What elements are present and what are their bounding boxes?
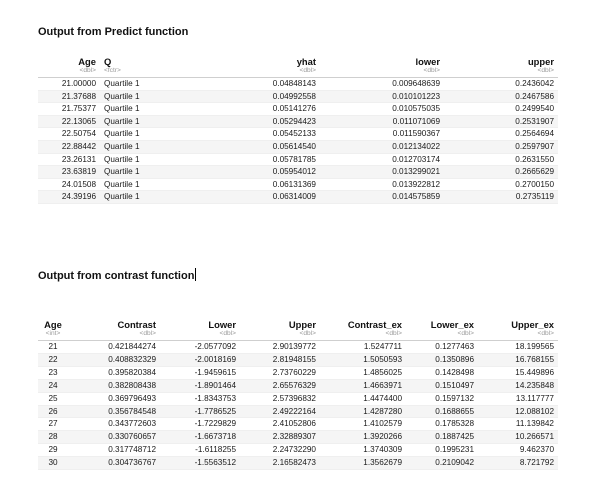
contrast-cell-lower-ex: 0.1277463 <box>406 341 478 354</box>
contrast-cell-upper-ex: 16.768155 <box>478 353 558 366</box>
contrast-col-age: Age <box>44 319 62 330</box>
contrast-cell-age: 24 <box>38 379 68 392</box>
contrast-cell-lower-ex: 0.2109042 <box>406 457 478 470</box>
predict-cell-yhat: 0.06131369 <box>190 178 320 191</box>
contrast-cell-contrast: 0.304736767 <box>68 457 160 470</box>
contrast-cell-lower: -2.0018169 <box>160 353 240 366</box>
contrast-table-row <box>38 379 558 392</box>
contrast-type-contrast-ex: <dbl> <box>320 330 406 341</box>
contrast-cell-contrast-ex: 1.4663971 <box>320 379 406 392</box>
contrast-cell-lower: -1.6673718 <box>160 431 240 444</box>
predict-table-row <box>38 90 558 103</box>
contrast-section-title <box>38 268 196 282</box>
predict-cell-age: 22.13065 <box>38 115 100 128</box>
contrast-col-contrast: Contrast <box>117 319 156 330</box>
contrast-type-row <box>38 330 558 341</box>
contrast-type-contrast: <dbl> <box>68 330 160 341</box>
contrast-cell-lower: -1.6118255 <box>160 444 240 457</box>
predict-cell-age: 21.75377 <box>38 103 100 116</box>
predict-table-row <box>38 78 558 91</box>
contrast-cell-upper-ex: 9.462370 <box>478 444 558 457</box>
contrast-cell-upper-ex: 15.449896 <box>478 366 558 379</box>
contrast-type-upper: <dbl> <box>240 330 320 341</box>
contrast-cell-contrast: 0.395820384 <box>68 366 160 379</box>
contrast-cell-lower: -1.5563512 <box>160 457 240 470</box>
contrast-cell-upper-ex: 11.139842 <box>478 418 558 431</box>
contrast-cell-contrast: 0.421844274 <box>68 341 160 354</box>
contrast-cell-lower-ex: 0.1887425 <box>406 431 478 444</box>
predict-type-row <box>38 67 558 78</box>
predict-table-row <box>38 153 558 166</box>
contrast-cell-lower-ex: 0.1597132 <box>406 392 478 405</box>
contrast-cell-contrast-ex: 1.5050593 <box>320 353 406 366</box>
contrast-cell-contrast: 0.343772603 <box>68 418 160 431</box>
predict-col-lower: lower <box>415 56 440 67</box>
contrast-cell-lower-ex: 0.1785328 <box>406 418 478 431</box>
contrast-cell-age: 28 <box>38 431 68 444</box>
predict-table-row <box>38 115 558 128</box>
contrast-table-row <box>38 431 558 444</box>
predict-table-row <box>38 191 558 204</box>
predict-cell-q: Quartile 1 <box>100 90 190 103</box>
contrast-cell-contrast: 0.382808438 <box>68 379 160 392</box>
contrast-cell-upper: 2.57396832 <box>240 392 320 405</box>
contrast-cell-lower: -1.8901464 <box>160 379 240 392</box>
predict-cell-yhat: 0.05614540 <box>190 140 320 153</box>
contrast-cell-lower-ex: 0.1428498 <box>406 366 478 379</box>
predict-table-row <box>38 128 558 141</box>
predict-cell-lower: 0.010575035 <box>320 103 444 116</box>
predict-type-age: <dbl> <box>38 67 100 78</box>
predict-cell-upper: 0.2700150 <box>444 178 558 191</box>
predict-table-row <box>38 103 558 116</box>
predict-section-title: Output from Predict function <box>38 26 189 38</box>
contrast-title-text: Output from contrast function <box>38 270 195 282</box>
predict-type-q: <fctr> <box>100 67 190 78</box>
contrast-cell-contrast-ex: 1.4474400 <box>320 392 406 405</box>
predict-col-age: Age <box>78 56 96 67</box>
predict-col-yhat: yhat <box>296 56 316 67</box>
contrast-cell-contrast-ex: 1.4856025 <box>320 366 406 379</box>
contrast-output-table <box>38 319 558 470</box>
predict-cell-yhat: 0.05452133 <box>190 128 320 141</box>
contrast-cell-upper: 2.32889307 <box>240 431 320 444</box>
contrast-col-lower: Lower <box>208 319 236 330</box>
predict-cell-yhat: 0.05954012 <box>190 166 320 179</box>
predict-cell-q: Quartile 1 <box>100 178 190 191</box>
contrast-cell-lower-ex: 0.1510497 <box>406 379 478 392</box>
contrast-cell-contrast-ex: 1.4102579 <box>320 418 406 431</box>
predict-cell-upper: 0.2665629 <box>444 166 558 179</box>
predict-cell-age: 22.88442 <box>38 140 100 153</box>
contrast-table-row <box>38 353 558 366</box>
predict-cell-yhat: 0.06314009 <box>190 191 320 204</box>
predict-cell-q: Quartile 1 <box>100 103 190 116</box>
contrast-cell-lower-ex: 0.1688655 <box>406 405 478 418</box>
contrast-cell-upper: 2.90139772 <box>240 341 320 354</box>
contrast-cell-contrast-ex: 1.3562679 <box>320 457 406 470</box>
contrast-cell-upper-ex: 13.117777 <box>478 392 558 405</box>
predict-table-body <box>38 78 558 204</box>
contrast-cell-lower: -1.8343753 <box>160 392 240 405</box>
contrast-cell-age: 21 <box>38 341 68 354</box>
predict-cell-age: 24.01508 <box>38 178 100 191</box>
contrast-cell-contrast: 0.408832329 <box>68 353 160 366</box>
predict-cell-q: Quartile 1 <box>100 78 190 91</box>
contrast-table-row <box>38 405 558 418</box>
predict-cell-upper: 0.2531907 <box>444 115 558 128</box>
contrast-cell-upper: 2.41052806 <box>240 418 320 431</box>
contrast-cell-lower: -1.7229829 <box>160 418 240 431</box>
contrast-table-body <box>38 341 558 470</box>
predict-table-row <box>38 166 558 179</box>
contrast-type-upper-ex: <dbl> <box>478 330 558 341</box>
contrast-table-row <box>38 366 558 379</box>
predict-type-lower: <dbl> <box>320 67 444 78</box>
predict-cell-age: 23.63819 <box>38 166 100 179</box>
predict-cell-upper: 0.2631550 <box>444 153 558 166</box>
predict-cell-age: 21.37688 <box>38 90 100 103</box>
contrast-cell-upper-ex: 8.721792 <box>478 457 558 470</box>
contrast-cell-age: 25 <box>38 392 68 405</box>
predict-type-yhat: <dbl> <box>190 67 320 78</box>
predict-cell-age: 21.00000 <box>38 78 100 91</box>
contrast-cell-upper-ex: 18.199565 <box>478 341 558 354</box>
contrast-col-upper-ex: Upper_ex <box>511 319 554 330</box>
predict-cell-lower: 0.009648639 <box>320 78 444 91</box>
predict-cell-q: Quartile 1 <box>100 115 190 128</box>
predict-header-row <box>38 56 558 67</box>
contrast-cell-lower: -1.7786525 <box>160 405 240 418</box>
contrast-cell-age: 26 <box>38 405 68 418</box>
predict-cell-age: 23.26131 <box>38 153 100 166</box>
predict-cell-yhat: 0.05781785 <box>190 153 320 166</box>
contrast-cell-upper: 2.24732290 <box>240 444 320 457</box>
predict-cell-upper: 0.2735119 <box>444 191 558 204</box>
contrast-cell-contrast-ex: 1.4287280 <box>320 405 406 418</box>
contrast-cell-upper: 2.49222164 <box>240 405 320 418</box>
predict-cell-lower: 0.012134022 <box>320 140 444 153</box>
predict-col-q: Q <box>104 56 112 67</box>
predict-cell-upper: 0.2436042 <box>444 78 558 91</box>
predict-cell-yhat: 0.05294423 <box>190 115 320 128</box>
contrast-cell-upper-ex: 12.088102 <box>478 405 558 418</box>
predict-cell-lower: 0.011071069 <box>320 115 444 128</box>
contrast-cell-age: 23 <box>38 366 68 379</box>
contrast-cell-lower: -1.9459615 <box>160 366 240 379</box>
predict-cell-upper: 0.2564694 <box>444 128 558 141</box>
contrast-col-contrast-ex: Contrast_ex <box>347 319 402 330</box>
contrast-cell-contrast-ex: 1.3740309 <box>320 444 406 457</box>
predict-type-upper: <dbl> <box>444 67 558 78</box>
contrast-table-row <box>38 341 558 354</box>
contrast-type-lower-ex: <dbl> <box>406 330 478 341</box>
contrast-table-row <box>38 457 558 470</box>
contrast-cell-contrast: 0.369796493 <box>68 392 160 405</box>
contrast-cell-contrast: 0.330760657 <box>68 431 160 444</box>
text-cursor <box>195 268 196 281</box>
predict-cell-lower: 0.013299021 <box>320 166 444 179</box>
predict-cell-q: Quartile 1 <box>100 153 190 166</box>
predict-cell-q: Quartile 1 <box>100 166 190 179</box>
predict-cell-q: Quartile 1 <box>100 140 190 153</box>
predict-cell-lower: 0.010101223 <box>320 90 444 103</box>
contrast-cell-age: 22 <box>38 353 68 366</box>
predict-cell-age: 24.39196 <box>38 191 100 204</box>
contrast-cell-contrast: 0.317748712 <box>68 444 160 457</box>
predict-col-upper: upper <box>527 56 554 67</box>
contrast-header-row <box>38 319 558 330</box>
contrast-table-row <box>38 418 558 431</box>
predict-table-row <box>38 178 558 191</box>
contrast-cell-upper: 2.65576329 <box>240 379 320 392</box>
contrast-cell-upper-ex: 10.266571 <box>478 431 558 444</box>
contrast-table-row <box>38 444 558 457</box>
contrast-type-lower: <dbl> <box>160 330 240 341</box>
predict-cell-lower: 0.012703174 <box>320 153 444 166</box>
contrast-table-row <box>38 392 558 405</box>
predict-cell-upper: 0.2467586 <box>444 90 558 103</box>
contrast-cell-lower: -2.0577092 <box>160 341 240 354</box>
contrast-cell-contrast: 0.356784548 <box>68 405 160 418</box>
contrast-cell-lower-ex: 0.1995231 <box>406 444 478 457</box>
predict-cell-yhat: 0.04848143 <box>190 78 320 91</box>
predict-cell-yhat: 0.04992558 <box>190 90 320 103</box>
contrast-cell-contrast-ex: 1.5247711 <box>320 341 406 354</box>
contrast-cell-upper: 2.73760229 <box>240 366 320 379</box>
predict-cell-upper: 0.2499540 <box>444 103 558 116</box>
contrast-cell-age: 30 <box>38 457 68 470</box>
contrast-cell-age: 29 <box>38 444 68 457</box>
predict-cell-lower: 0.014575859 <box>320 191 444 204</box>
contrast-cell-lower-ex: 0.1350896 <box>406 353 478 366</box>
contrast-cell-upper: 2.81948155 <box>240 353 320 366</box>
contrast-type-age: <int> <box>38 330 68 341</box>
contrast-col-lower-ex: Lower_ex <box>430 319 474 330</box>
predict-output-table <box>38 56 558 204</box>
contrast-cell-contrast-ex: 1.3920266 <box>320 431 406 444</box>
predict-cell-upper: 0.2597907 <box>444 140 558 153</box>
contrast-cell-upper: 2.16582473 <box>240 457 320 470</box>
contrast-col-upper: Upper <box>288 319 316 330</box>
predict-cell-q: Quartile 1 <box>100 191 190 204</box>
predict-cell-lower: 0.013922812 <box>320 178 444 191</box>
predict-table-row <box>38 140 558 153</box>
predict-cell-yhat: 0.05141276 <box>190 103 320 116</box>
predict-cell-age: 22.50754 <box>38 128 100 141</box>
predict-cell-lower: 0.011590367 <box>320 128 444 141</box>
predict-cell-q: Quartile 1 <box>100 128 190 141</box>
contrast-cell-age: 27 <box>38 418 68 431</box>
contrast-cell-upper-ex: 14.235848 <box>478 379 558 392</box>
